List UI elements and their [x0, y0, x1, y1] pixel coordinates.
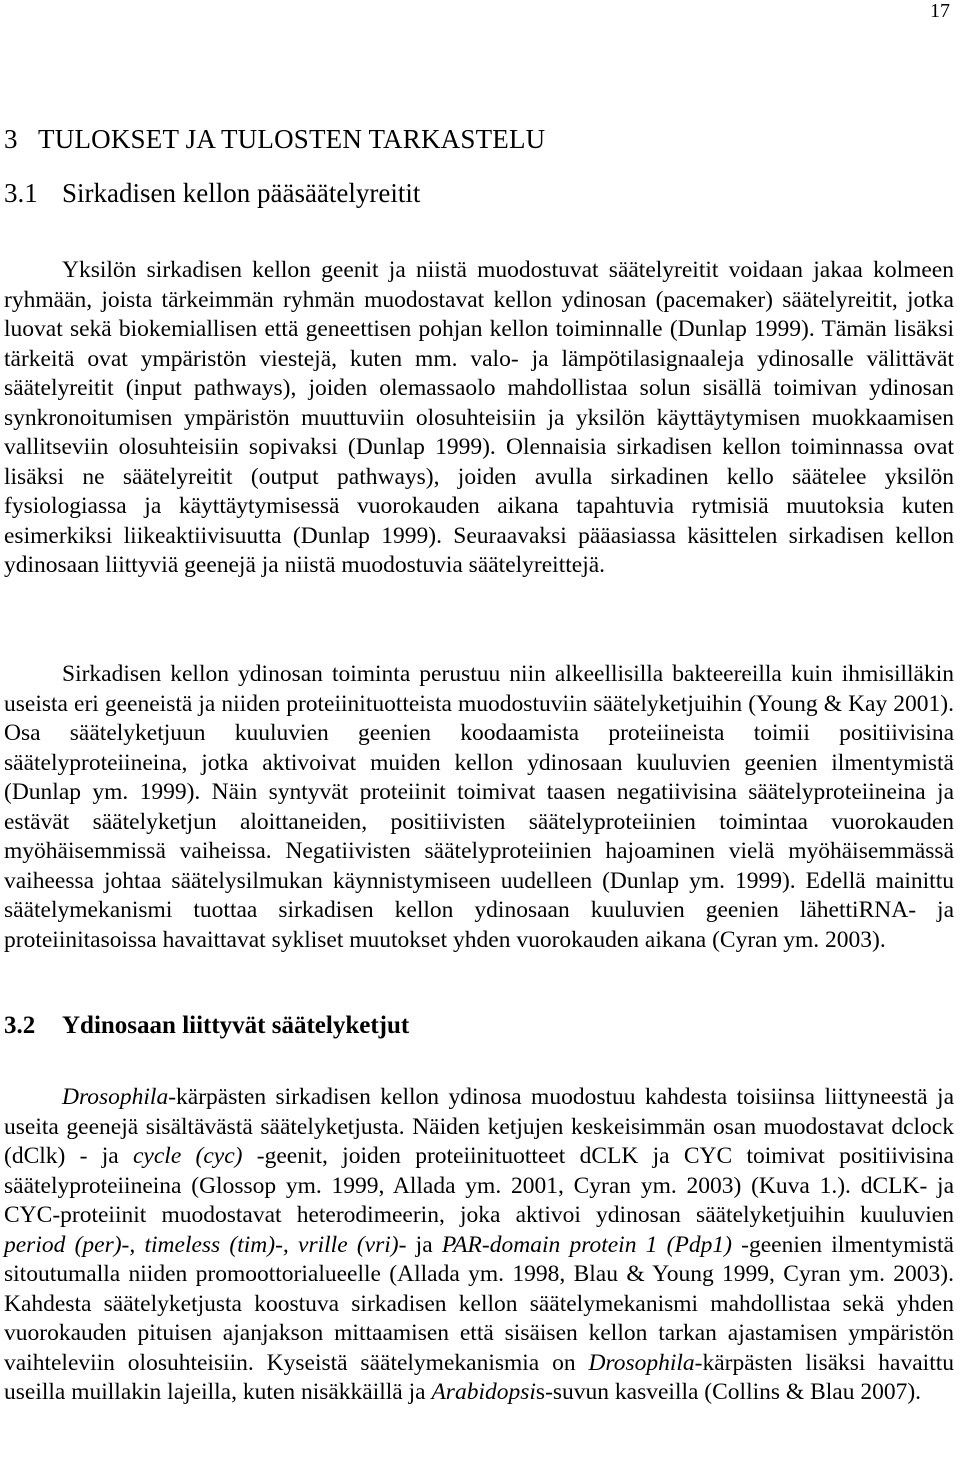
paragraph-2: Sirkadisen kellon ydinosan toiminta perustuu niin alkeellisilla bakteereilla kuin ihmisilläkin useista eri geeneistä ja niiden proteiinituotteista muodostuviin säätelyketjuihin (Young & Kay 2001). Osa säätelyketjuun kuuluvien geenien koodaamista proteiineista toimii positiivisina säätelyproteiineina, jotka aktivoivat muiden kellon ydinosaan kuuluvien geenien ilmentymistä (Dunlap ym. 1999). Näin syntyvät proteiinit toimivat taasen negatiivisina säätelyproteiineina ja estävät säätelyketjun aloittaneiden, positiivisten säätelyproteiinien toimintaa vuorokauden myöhäisemmissä vaiheissa. Negatiivisten säätelyproteiinien hajoaminen vielä myöhäisemmässä vaiheessa johtaa säätelysilmukan käynnistymiseen uudelleen (Dunlap ym. 1999). Edellä mainittu säätelymekanismi tuottaa sirkadisen kellon ydinosaan kuuluvien geenien lähettiRNA- ja proteiinitasoissa havaittavat sykliset muutokset yhden vuorokauden aikana (Cyran ym. 2003). — [4, 661, 954, 953]
gene-names: period (per)-, timeless (tim)-, vrille (vri)- — [4, 1231, 407, 1258]
text-run: ja — [406, 1231, 442, 1258]
section-number: 3.2 — [4, 1012, 36, 1039]
section-heading-3-2 — [4, 1012, 409, 1040]
text-run: -geenit, joiden proteiinituotteet dCLK ja CYC toimivat positiivisina säätelyproteiineina (Glossop ym. 1999, Allada ym. 2001, Cyran ym. 2003) (Kuva 1.). dCLK- ja CYC-proteiinit muodostavat heterodimeerin, joka aktivoi ydinosan säätelyketjuihin kuuluvien — [4, 1143, 954, 1228]
paragraph-3 — [4, 1083, 954, 1408]
gene-name: PAR-domain protein 1 (Pdp1) — [441, 1231, 732, 1258]
gene-name: cycle (cyc) — [133, 1143, 243, 1169]
chapter-heading: 3 TULOKSET JA TULOSTEN TARKASTELU — [4, 124, 546, 154]
section-number: 3.1 — [4, 178, 38, 208]
section-title: Sirkadisen kellon pääsäätelyreitit — [62, 178, 421, 208]
species-name: Drosophila — [62, 1084, 169, 1110]
text-run: -kärpästen lisäksi havaittu useilla muillakin lajeilla, kuten nisäkkäillä ja — [4, 1349, 954, 1405]
section-title: Ydinosaan liittyvät säätelyketjut — [62, 1012, 410, 1039]
text-run: -geenien ilmentymistä sitoutumalla niiden promoottorialueelle (Allada ym. 1998, Blau & Young 1999, Cyran ym. 2003). Kahdesta säätelyketjusta koostuva sirkadisen kellon säätelymekanismi mahdollistaa sekä yhden vuorokauden pituisen ajanjakson mittaamisen että sisäisen kellon tarkan ajastamisen ympäristön vaihteleviin olosuhteisiin. Kyseistä säätelymekanismia on — [4, 1231, 954, 1376]
paragraph-1: Yksilön sirkadisen kellon geenit ja niistä muodostuvat säätelyreitit voidaan jakaa kolmeen ryhmään, joista tärkeimmän ryhmän muodostavat kellon ydinosan (pacemaker) säätelyreitit, jotka luovat sekä biokemiallisen että geneettisen pohjan kellon toiminnalle (Dunlap 1999). Tämän lisäksi tärkeitä ovat ympäristön viestejä, kuten mm. valo- ja lämpötilasignaaleja ydinosalle välittävät säätelyreitit (input pathways), joiden olemassaolo mahdollistaa solun sisällä toimivan ydinosan synkronoitumisen ympäristön muuttuviin olosuhteisiin ja yksilön käyttäytymisen muokkaamisen vallitseviin olosuhteisiin sopivaksi (Dunlap 1999). Olennaisia sirkadisen kellon toiminnassa ovat lisäksi ne säätelyreitit (output pathways), joiden avulla sirkadinen kello säätelee yksilön fysiologiassa ja käyttäytymisessä vuorokauden aikana tapahtuvia rytmisiä muutoksia kuten esimerkiksi liikeaktiivisuutta (Dunlap 1999). Seuraavaksi pääasiassa käsittelen sirkadisen kellon ydinosaan liittyviä geenejä ja niistä muodostuvia säätelyreittejä. — [4, 257, 954, 578]
species-name: Arabidopsi — [431, 1379, 536, 1405]
text-run: -kärpästen sirkadisen kellon ydinosa muodostuu kahdesta toisiinsa liittyneestä ja useita geenejä sisältävästä säätelyketjusta. Näiden ketjujen keskeisimmän osan muodostavat dclock (dClk) - ja — [4, 1084, 954, 1169]
section-heading-3-1 — [4, 178, 420, 209]
page-number: 17 — [930, 0, 950, 22]
species-name: Drosophila — [588, 1349, 695, 1376]
text-run: s-suvun kasveilla (Collins & Blau 2007). — [535, 1379, 922, 1405]
